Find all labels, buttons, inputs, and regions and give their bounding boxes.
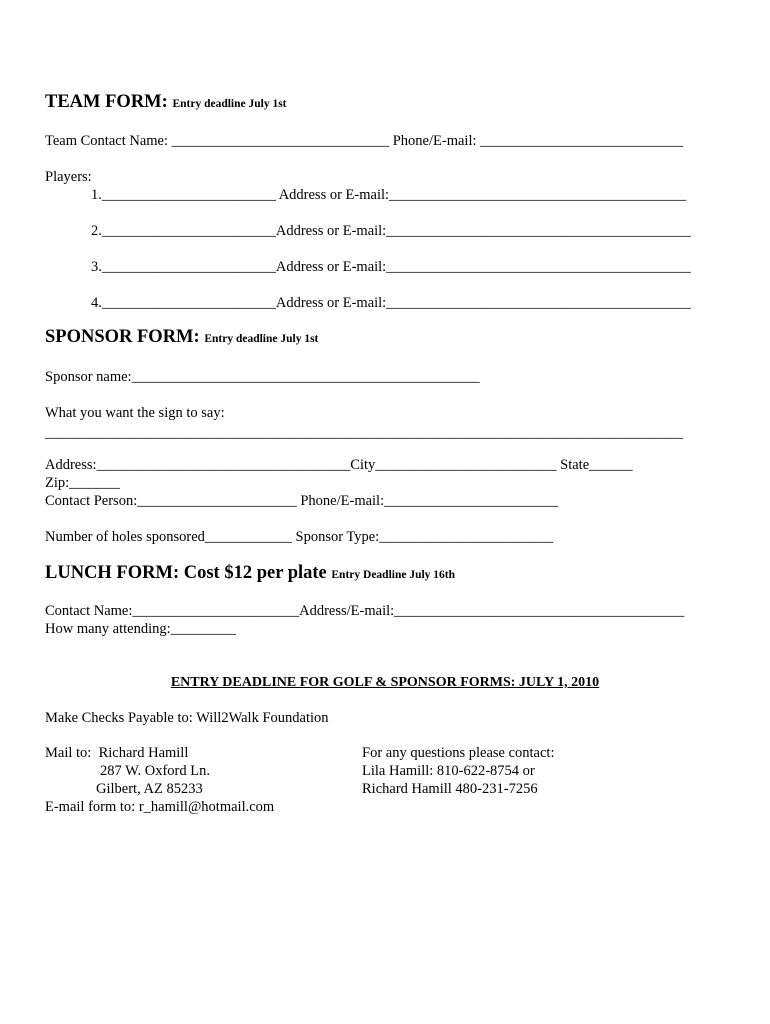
player-3-field[interactable]: 3.________________________Address or E-mail:__________________________________________ [91,259,691,275]
checks-payable-text: Make Checks Payable to: Will2Walk Foundation [45,710,329,726]
team-form-title: TEAM FORM: [45,92,168,112]
entry-deadline-notice: ENTRY DEADLINE FOR GOLF & SPONSOR FORMS: JULY 1, 2010 [170,675,600,690]
players-label: Players: [45,169,92,185]
sponsor-contact-field[interactable]: Contact Person:______________________ Phone/E-mail:________________________ [45,493,559,509]
holes-sponsored-field[interactable]: Number of holes sponsored____________ Sponsor Type:________________________ [45,529,554,545]
mail-to-city: Gilbert, AZ 85233 [96,781,203,797]
sponsor-zip-field[interactable]: Zip:_______ [45,475,120,491]
sign-text-label: What you want the sign to say: [45,405,225,421]
player-1-field[interactable]: 1.________________________ Address or E-mail:_________________________________________ [91,187,687,203]
lunch-form-deadline: Entry Deadline July 16th [331,569,456,581]
email-form-text: E-mail form to: r_hamill@hotmail.com [45,799,275,815]
sponsor-name-field[interactable]: Sponsor name:________________________________________________ [45,369,480,385]
sponsor-address-field[interactable]: Address:___________________________________City_________________________ State______ [45,457,633,473]
team-form-deadline: Entry deadline July 1st [172,98,287,110]
sponsor-form-title: SPONSOR FORM: [45,327,200,347]
lunch-contact-field[interactable]: Contact Name:_______________________Address/E-mail:________________________________________ [45,603,685,619]
questions-label: For any questions please contact: [362,745,555,761]
contact-richard: Richard Hamill 480-231-7256 [362,781,538,797]
lunch-form-title: LUNCH FORM: Cost $12 per plate [45,563,327,583]
sponsor-form-deadline: Entry deadline July 1st [204,333,319,345]
team-contact-field[interactable]: Team Contact Name: ______________________________ Phone/E-mail: ____________________________ [45,133,684,149]
team-form-heading [45,93,287,113]
mail-to-name: Mail to: Richard Hamill [45,745,189,761]
contact-lila: Lila Hamill: 810-622-8754 or [362,763,535,779]
sponsor-form-heading [45,328,318,348]
lunch-form-heading [45,564,455,584]
mail-to-street: 287 W. Oxford Ln. [100,763,210,779]
player-2-field[interactable]: 2.________________________Address or E-mail:__________________________________________ [91,223,691,239]
lunch-attending-field[interactable]: How many attending:_________ [45,621,236,637]
sign-text-field[interactable]: ________________________________________________________________________________________ [45,425,683,441]
player-4-field[interactable]: 4.________________________Address or E-mail:__________________________________________ [91,295,691,311]
